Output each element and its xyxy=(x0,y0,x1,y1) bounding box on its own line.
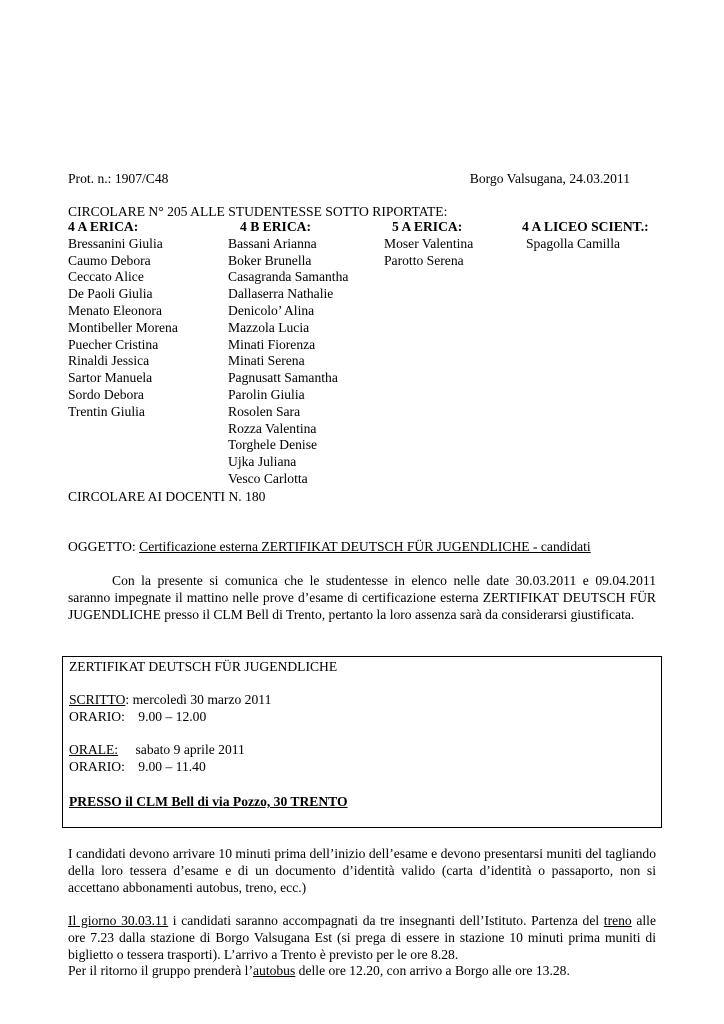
place-date: Borgo Valsugana, 24.03.2011 xyxy=(469,171,630,186)
box-title: ZERTIFIKAT DEUTSCH FÜR JUGENDLICHE xyxy=(69,659,338,674)
student-name: Trentin Giulia xyxy=(68,403,145,419)
student-name: Rozza Valentina xyxy=(228,420,317,436)
oral-time-label: ORARIO: xyxy=(69,759,125,774)
instructions-paragraph: I candidati devono arrivare 10 minuti prima dell’inizio dell’esame e devono presentarsi muniti del tagliando della loro tessera d’esame e di un documento d’identità valido (carta d’identità o passaporto, non si accettano abbonamenti autobus, treno, ecc.) xyxy=(68,846,656,895)
written-time-row xyxy=(69,709,206,726)
student-name: Parotto Serena xyxy=(384,252,464,268)
student-name: Sartor Manuela xyxy=(68,370,153,386)
subject-text: Certificazione esterna ZERTIFIKAT DEUTSCH FÜR JUGENDLICHE - candidati xyxy=(139,539,591,554)
class-heading: 4 A LICEO SCIENT.: xyxy=(522,219,649,234)
student-name: Torghele Denise xyxy=(228,437,318,453)
train-word: treno xyxy=(603,913,632,928)
travel-text-2: alle ore 7.23 dalla stazione di Borgo Valsugana Est (si prega di essere in stazione 10 minuti prima muniti di biglietto o tessera trasporti). L’arrivo a Trento è previsto per le ore 8.28. xyxy=(68,913,656,962)
student-name: Pagnusatt Samantha xyxy=(228,370,338,386)
student-name: Vesco Carlotta xyxy=(228,470,308,486)
student-name: Casagranda Samantha xyxy=(228,269,349,285)
subject-line xyxy=(68,539,591,556)
written-time-label: ORARIO: xyxy=(69,709,125,724)
student-name: Bassani Arianna xyxy=(228,235,317,251)
oral-time-row xyxy=(69,759,206,776)
student-name: Dallaserra Nathalie xyxy=(228,286,334,302)
class-column xyxy=(228,219,348,488)
travel-text-1: i candidati saranno accompagnati da tre insegnanti dell’Istituto. Partenza del xyxy=(168,913,604,928)
student-name: Caumo Debora xyxy=(68,252,151,268)
student-name: Spagolla Camilla xyxy=(526,235,621,251)
student-name: Mazzola Lucia xyxy=(228,319,310,335)
student-list xyxy=(522,236,649,253)
student-name: Ceccato Alice xyxy=(68,269,144,285)
oral-label: ORALE: xyxy=(69,742,119,757)
class-heading: 4 A ERICA: xyxy=(68,219,139,234)
student-name: Puecher Cristina xyxy=(68,336,159,352)
exam-info-box xyxy=(62,656,662,828)
protocol-number: Prot. n.: 1907/C48 xyxy=(68,171,169,186)
teachers-circular: CIRCOLARE AI DOCENTI N. 180 xyxy=(68,489,266,504)
oral-time: 9.00 – 11.40 xyxy=(138,759,206,774)
student-name: Menato Eleonora xyxy=(68,302,162,318)
student-name: Denicolo’ Alina xyxy=(228,302,315,318)
student-name: Rinaldi Jessica xyxy=(68,353,150,369)
student-list xyxy=(68,236,178,421)
subject-label: OGGETTO: xyxy=(68,539,136,554)
class-column xyxy=(384,219,473,269)
student-name: Ujka Juliana xyxy=(228,454,297,470)
class-column xyxy=(522,219,649,253)
return-text-pre: Per il ritorno il gruppo prenderà l’ xyxy=(68,963,253,978)
oral-value: sabato 9 aprile 2011 xyxy=(135,742,245,757)
student-list xyxy=(384,236,473,270)
student-name: Bressanini Giulia xyxy=(68,235,163,251)
travel-day: Il giorno 30.03.11 xyxy=(68,913,169,928)
student-name: Boker Brunella xyxy=(228,252,312,268)
class-column xyxy=(68,219,178,421)
travel-paragraph xyxy=(68,912,656,963)
class-heading: 5 A ERICA: xyxy=(392,219,463,234)
student-name: Moser Valentina xyxy=(384,235,474,251)
student-name: Rosolen Sara xyxy=(228,403,301,419)
class-heading: 4 B ERICA: xyxy=(240,219,311,234)
student-name: Minati Serena xyxy=(228,353,305,369)
body-paragraph: Con la presente si comunica che le studentesse in elenco nelle date 30.03.2011 e 09.04.2011 saranno impegnate il mattino nelle prove d’esame di certificazione esterna ZERTIFIKAT DEUTSCH FÜR JUGENDLICHE presso il CLM Bell di Trento, pertanto la loro assenza sarà da considerarsi giustificata. xyxy=(68,573,656,622)
student-name: Parolin Giulia xyxy=(228,386,305,402)
return-line xyxy=(68,963,570,980)
student-name: Montibeller Morena xyxy=(68,319,178,335)
written-value: : mercoledì 30 marzo 2011 xyxy=(125,692,272,707)
written-label: SCRITTO xyxy=(69,692,126,707)
student-name: De Paoli Giulia xyxy=(68,286,153,302)
written-time: 9.00 – 12.00 xyxy=(138,709,207,724)
return-text-post: delle ore 12.20, con arrivo a Borgo alle ore 13.28. xyxy=(295,963,570,978)
student-list xyxy=(228,236,348,488)
student-name: Sordo Debora xyxy=(68,386,144,402)
exam-location: PRESSO il CLM Bell di via Pozzo, 30 TRENTO xyxy=(69,794,348,809)
written-date xyxy=(69,692,271,709)
oral-date xyxy=(69,742,245,759)
circular-title: CIRCOLARE N° 205 ALLE STUDENTESSE SOTTO RIPORTATE: xyxy=(68,204,448,219)
student-name: Minati Fiorenza xyxy=(228,336,316,352)
bus-word: autobus xyxy=(252,963,296,978)
